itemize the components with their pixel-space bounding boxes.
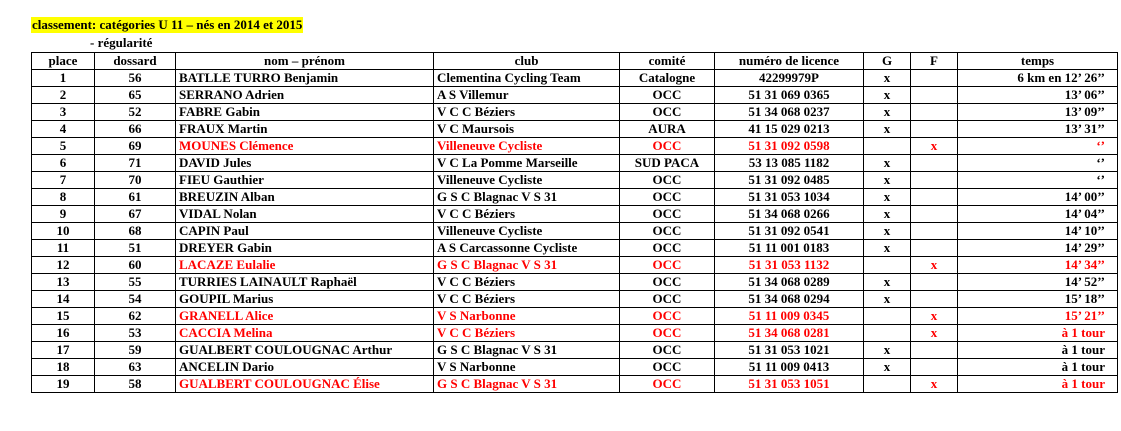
cell-temps: 15’ 18’’ <box>958 291 1118 308</box>
cell-f <box>911 87 958 104</box>
table-row <box>32 172 1118 189</box>
cell-f: x <box>911 325 958 342</box>
cell-comite: OCC <box>620 274 715 291</box>
header-row <box>32 53 1118 70</box>
cell-club: A S Carcassonne Cycliste <box>434 240 620 257</box>
cell-place: 11 <box>32 240 95 257</box>
cell-licence: 51 34 068 0294 <box>715 291 864 308</box>
cell-comite: OCC <box>620 257 715 274</box>
cell-licence: 51 31 069 0365 <box>715 87 864 104</box>
cell-comite: OCC <box>620 325 715 342</box>
cell-f <box>911 291 958 308</box>
cell-nom-prenom: TURRIES LAINAULT Raphaël <box>176 274 434 291</box>
cell-place: 14 <box>32 291 95 308</box>
cell-f <box>911 223 958 240</box>
cell-comite: OCC <box>620 172 715 189</box>
cell-licence: 51 34 068 0289 <box>715 274 864 291</box>
cell-temps: à 1 tour <box>958 325 1118 342</box>
table-row <box>32 308 1118 325</box>
cell-f: x <box>911 257 958 274</box>
table-row <box>32 104 1118 121</box>
document-title: classement: catégories U 11 – nés en 2014 et 2015 <box>32 17 303 32</box>
cell-dossard: 65 <box>95 87 176 104</box>
cell-temps: 14’ 10’’ <box>958 223 1118 240</box>
header-nom-prenom: nom – prénom <box>176 53 434 70</box>
cell-comite: OCC <box>620 342 715 359</box>
cell-place: 6 <box>32 155 95 172</box>
cell-licence: 51 31 092 0541 <box>715 223 864 240</box>
cell-dossard: 61 <box>95 189 176 206</box>
cell-f <box>911 155 958 172</box>
cell-club: V C La Pomme Marseille <box>434 155 620 172</box>
cell-licence: 51 31 092 0598 <box>715 138 864 155</box>
cell-licence: 51 31 053 1051 <box>715 376 864 393</box>
cell-club: A S Villemur <box>434 87 620 104</box>
header-place: place <box>32 53 95 70</box>
cell-nom-prenom: VIDAL Nolan <box>176 206 434 223</box>
cell-nom-prenom: FIEU Gauthier <box>176 172 434 189</box>
cell-club: V S Narbonne <box>434 359 620 376</box>
cell-club: Villeneuve Cycliste <box>434 223 620 240</box>
cell-temps: à 1 tour <box>958 359 1118 376</box>
cell-place: 17 <box>32 342 95 359</box>
cell-club: Villeneuve Cycliste <box>434 138 620 155</box>
cell-dossard: 52 <box>95 104 176 121</box>
cell-club: V C C Béziers <box>434 274 620 291</box>
header-f: F <box>911 53 958 70</box>
cell-nom-prenom: LACAZE Eulalie <box>176 257 434 274</box>
cell-g <box>864 138 911 155</box>
cell-comite: OCC <box>620 223 715 240</box>
table-row <box>32 325 1118 342</box>
cell-club: G S C Blagnac V S 31 <box>434 376 620 393</box>
table-row <box>32 240 1118 257</box>
cell-club: V C C Béziers <box>434 325 620 342</box>
cell-temps: ‘’ <box>958 138 1118 155</box>
cell-temps: 14’ 34’’ <box>958 257 1118 274</box>
cell-club: V S Narbonne <box>434 308 620 325</box>
cell-nom-prenom: CAPIN Paul <box>176 223 434 240</box>
document-subtitle: - régularité <box>90 35 153 50</box>
table-row <box>32 155 1118 172</box>
table-row <box>32 342 1118 359</box>
cell-licence: 53 13 085 1182 <box>715 155 864 172</box>
table-row <box>32 376 1118 393</box>
cell-comite: OCC <box>620 308 715 325</box>
cell-comite: OCC <box>620 138 715 155</box>
cell-g: x <box>864 342 911 359</box>
cell-g: x <box>864 172 911 189</box>
cell-f <box>911 359 958 376</box>
header-temps: temps <box>958 53 1118 70</box>
cell-f: x <box>911 376 958 393</box>
table-row <box>32 189 1118 206</box>
cell-temps: ‘’ <box>958 155 1118 172</box>
cell-comite: OCC <box>620 87 715 104</box>
cell-nom-prenom: MOUNES Clémence <box>176 138 434 155</box>
cell-comite: OCC <box>620 206 715 223</box>
cell-licence: 51 11 009 0413 <box>715 359 864 376</box>
cell-temps: 14’ 52’’ <box>958 274 1118 291</box>
cell-licence: 51 31 092 0485 <box>715 172 864 189</box>
cell-licence: 51 31 053 1132 <box>715 257 864 274</box>
cell-g: x <box>864 240 911 257</box>
cell-dossard: 68 <box>95 223 176 240</box>
cell-f <box>911 121 958 138</box>
cell-dossard: 56 <box>95 70 176 87</box>
cell-comite: OCC <box>620 240 715 257</box>
cell-temps: 15’ 21’’ <box>958 308 1118 325</box>
cell-comite: OCC <box>620 376 715 393</box>
header-licence: numéro de licence <box>715 53 864 70</box>
cell-club: Clementina Cycling Team <box>434 70 620 87</box>
cell-comite: AURA <box>620 121 715 138</box>
table-row <box>32 257 1118 274</box>
cell-comite: SUD PACA <box>620 155 715 172</box>
cell-club: V C C Béziers <box>434 206 620 223</box>
cell-dossard: 63 <box>95 359 176 376</box>
cell-g: x <box>864 121 911 138</box>
header-g: G <box>864 53 911 70</box>
cell-dossard: 60 <box>95 257 176 274</box>
cell-dossard: 53 <box>95 325 176 342</box>
cell-g <box>864 308 911 325</box>
cell-dossard: 55 <box>95 274 176 291</box>
cell-nom-prenom: GOUPIL Marius <box>176 291 434 308</box>
cell-licence: 41 15 029 0213 <box>715 121 864 138</box>
cell-club: V C Maursois <box>434 121 620 138</box>
cell-nom-prenom: SERRANO Adrien <box>176 87 434 104</box>
cell-temps: 13’ 31’’ <box>958 121 1118 138</box>
cell-dossard: 67 <box>95 206 176 223</box>
cell-temps: à 1 tour <box>958 376 1118 393</box>
cell-place: 13 <box>32 274 95 291</box>
cell-g: x <box>864 291 911 308</box>
cell-place: 12 <box>32 257 95 274</box>
cell-f <box>911 206 958 223</box>
table-row <box>32 206 1118 223</box>
cell-dossard: 54 <box>95 291 176 308</box>
cell-dossard: 66 <box>95 121 176 138</box>
cell-dossard: 69 <box>95 138 176 155</box>
cell-nom-prenom: FRAUX Martin <box>176 121 434 138</box>
cell-licence: 51 11 009 0345 <box>715 308 864 325</box>
header-dossard: dossard <box>95 53 176 70</box>
cell-g <box>864 376 911 393</box>
cell-g: x <box>864 189 911 206</box>
cell-dossard: 62 <box>95 308 176 325</box>
cell-temps: ‘’ <box>958 172 1118 189</box>
cell-licence: 51 34 068 0237 <box>715 104 864 121</box>
results-table <box>31 52 1118 393</box>
cell-temps: à 1 tour <box>958 342 1118 359</box>
results-body <box>32 70 1118 393</box>
table-row <box>32 138 1118 155</box>
table-row <box>32 274 1118 291</box>
cell-nom-prenom: ANCELIN Dario <box>176 359 434 376</box>
cell-club: V C C Béziers <box>434 104 620 121</box>
cell-club: G S C Blagnac V S 31 <box>434 189 620 206</box>
cell-place: 18 <box>32 359 95 376</box>
cell-f <box>911 104 958 121</box>
cell-place: 7 <box>32 172 95 189</box>
cell-g: x <box>864 206 911 223</box>
cell-dossard: 59 <box>95 342 176 359</box>
cell-g: x <box>864 359 911 376</box>
cell-nom-prenom: BATLLE TURRO Benjamin <box>176 70 434 87</box>
cell-licence: 51 11 001 0183 <box>715 240 864 257</box>
cell-nom-prenom: GUALBERT COULOUGNAC Arthur <box>176 342 434 359</box>
cell-club: Villeneuve Cycliste <box>434 172 620 189</box>
cell-dossard: 58 <box>95 376 176 393</box>
cell-place: 15 <box>32 308 95 325</box>
cell-club: G S C Blagnac V S 31 <box>434 257 620 274</box>
cell-licence: 51 34 068 0266 <box>715 206 864 223</box>
cell-place: 8 <box>32 189 95 206</box>
header-comite: comité <box>620 53 715 70</box>
cell-comite: OCC <box>620 189 715 206</box>
cell-f <box>911 189 958 206</box>
cell-f: x <box>911 138 958 155</box>
header-club: club <box>434 53 620 70</box>
cell-temps: 6 km en 12’ 26’’ <box>958 70 1118 87</box>
cell-nom-prenom: CACCIA Melina <box>176 325 434 342</box>
cell-f: x <box>911 308 958 325</box>
cell-g: x <box>864 104 911 121</box>
cell-g: x <box>864 274 911 291</box>
cell-nom-prenom: GRANELL Alice <box>176 308 434 325</box>
cell-g <box>864 325 911 342</box>
cell-f <box>911 342 958 359</box>
cell-nom-prenom: BREUZIN Alban <box>176 189 434 206</box>
cell-place: 4 <box>32 121 95 138</box>
cell-comite: OCC <box>620 104 715 121</box>
cell-f <box>911 274 958 291</box>
cell-g: x <box>864 223 911 240</box>
cell-g: x <box>864 155 911 172</box>
cell-g: x <box>864 70 911 87</box>
cell-g <box>864 257 911 274</box>
cell-f <box>911 240 958 257</box>
cell-place: 1 <box>32 70 95 87</box>
cell-licence: 51 31 053 1021 <box>715 342 864 359</box>
cell-place: 19 <box>32 376 95 393</box>
cell-temps: 14’ 29’’ <box>958 240 1118 257</box>
cell-place: 2 <box>32 87 95 104</box>
cell-nom-prenom: FABRE Gabin <box>176 104 434 121</box>
table-row <box>32 87 1118 104</box>
cell-temps: 14’ 00’’ <box>958 189 1118 206</box>
cell-comite: OCC <box>620 359 715 376</box>
cell-club: V C C Béziers <box>434 291 620 308</box>
cell-licence: 51 31 053 1034 <box>715 189 864 206</box>
cell-dossard: 71 <box>95 155 176 172</box>
cell-f <box>911 172 958 189</box>
cell-licence: 51 34 068 0281 <box>715 325 864 342</box>
cell-place: 10 <box>32 223 95 240</box>
cell-temps: 13’ 09’’ <box>958 104 1118 121</box>
cell-dossard: 51 <box>95 240 176 257</box>
cell-nom-prenom: DREYER Gabin <box>176 240 434 257</box>
cell-f <box>911 70 958 87</box>
table-row <box>32 291 1118 308</box>
cell-nom-prenom: DAVID Jules <box>176 155 434 172</box>
cell-nom-prenom: GUALBERT COULOUGNAC Élise <box>176 376 434 393</box>
cell-comite: Catalogne <box>620 70 715 87</box>
table-row <box>32 121 1118 138</box>
cell-place: 5 <box>32 138 95 155</box>
cell-place: 16 <box>32 325 95 342</box>
cell-comite: OCC <box>620 291 715 308</box>
cell-dossard: 70 <box>95 172 176 189</box>
cell-licence: 42299979P <box>715 70 864 87</box>
table-row <box>32 70 1118 87</box>
cell-temps: 13’ 06’’ <box>958 87 1118 104</box>
cell-temps: 14’ 04’’ <box>958 206 1118 223</box>
table-row <box>32 359 1118 376</box>
cell-place: 9 <box>32 206 95 223</box>
cell-place: 3 <box>32 104 95 121</box>
table-row <box>32 223 1118 240</box>
cell-g: x <box>864 87 911 104</box>
cell-club: G S C Blagnac V S 31 <box>434 342 620 359</box>
